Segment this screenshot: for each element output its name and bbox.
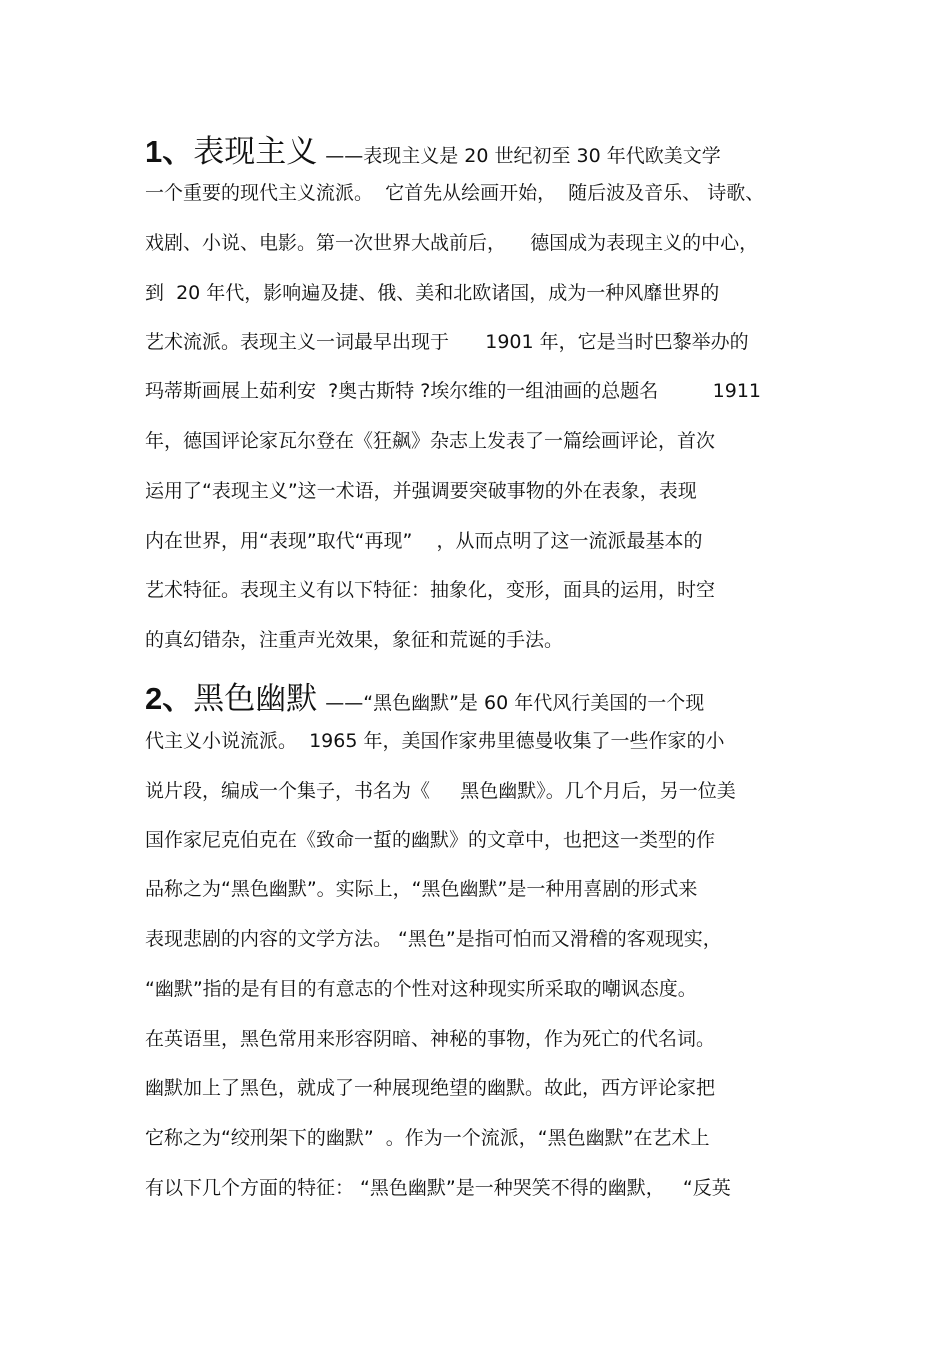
section-2-first-line: “黑色幽默”是 60 年代风行美国的一个现	[363, 692, 705, 714]
section-2-heading	[145, 673, 815, 721]
section-1-line: 内在世界，用“表现”取代“再现” ，从而点明了这一流派最基本的	[145, 530, 703, 552]
section-2-line: 说片段，编成一个集子，书名为《 黑色幽默》。几个月后，另一位美	[145, 780, 736, 802]
section-2-line: 表现悲剧的内容的文学方法。 “黑色”是指可怕而又滑稽的客观现实，	[145, 928, 722, 950]
section-1-line: 年，德国评论家瓦尔登在《狂飙》杂志上发表了一篇绘画评论，首次	[145, 430, 716, 452]
section-1-line: 艺术流派。表现主义一词最早出现于 1901 年，它是当时巴黎举办的	[145, 331, 749, 353]
section-2-dash: ——	[325, 692, 364, 714]
section-1-line: 的真幻错杂，注重声光效果，象征和荒诞的手法。	[145, 629, 564, 651]
section-2-line: 代主义小说流派。 1965 年，美国作家弗里德曼收集了一些作家的小	[145, 730, 725, 752]
section-1-title: 表现主义	[193, 134, 318, 170]
section-2-line: 幽默加上了黑色，就成了一种展现绝望的幽默。故此，西方评论家把	[145, 1077, 716, 1099]
section-1-line: 艺术特征。表现主义有以下特征：抽象化，变形，面具的运用，时空	[145, 579, 716, 601]
section-1-line: 运用了“表现主义”这一术语，并强调要突破事物的外在表象，表现	[145, 480, 697, 502]
section-1-heading	[145, 126, 815, 174]
section-1-number: 1、	[145, 134, 194, 169]
section-2-line: 它称之为“绞刑架下的幽默” 。作为一个流派，“黑色幽默”在艺术上	[145, 1127, 710, 1149]
section-1-dash: ——	[325, 145, 364, 167]
section-2-line: 国作家尼克伯克在《致命一蜇的幽默》的文章中，也把这一类型的作	[145, 829, 716, 851]
section-2-line: 在英语里，黑色常用来形容阴暗、神秘的事物，作为死亡的代名词。	[145, 1028, 716, 1050]
section-1-line: 玛蒂斯画展上茹利安 ?奥古斯特 ?埃尔维的一组油画的总题名 1911	[145, 380, 761, 402]
section-2-line: “幽默”指的是有目的有意志的个性对这种现实所采取的嘲讽态度。	[145, 978, 697, 1000]
section-2-line: 品称之为“黑色幽默”。实际上，“黑色幽默”是一种用喜剧的形式来	[145, 878, 698, 900]
section-1-line: 戏剧、小说、电影。第一次世界大战前后， 德国成为表现主义的中心，	[145, 232, 759, 254]
section-2-title: 黑色幽默	[193, 681, 318, 717]
section-1-first-line: 表现主义是 20 世纪初至 30 年代欧美文学	[363, 145, 721, 167]
section-2-number: 2、	[145, 681, 194, 716]
section-2-line: 有以下几个方面的特征： “黑色幽默”是一种哭笑不得的幽默， “反英	[145, 1177, 731, 1199]
section-1-line: 一个重要的现代主义流派。 它首先从绘画开始， 随后波及音乐、 诗歌、	[145, 182, 765, 204]
section-1-line: 到 20 年代，影响遍及捷、俄、美和北欧诸国，成为一种风靡世界的	[145, 282, 720, 304]
